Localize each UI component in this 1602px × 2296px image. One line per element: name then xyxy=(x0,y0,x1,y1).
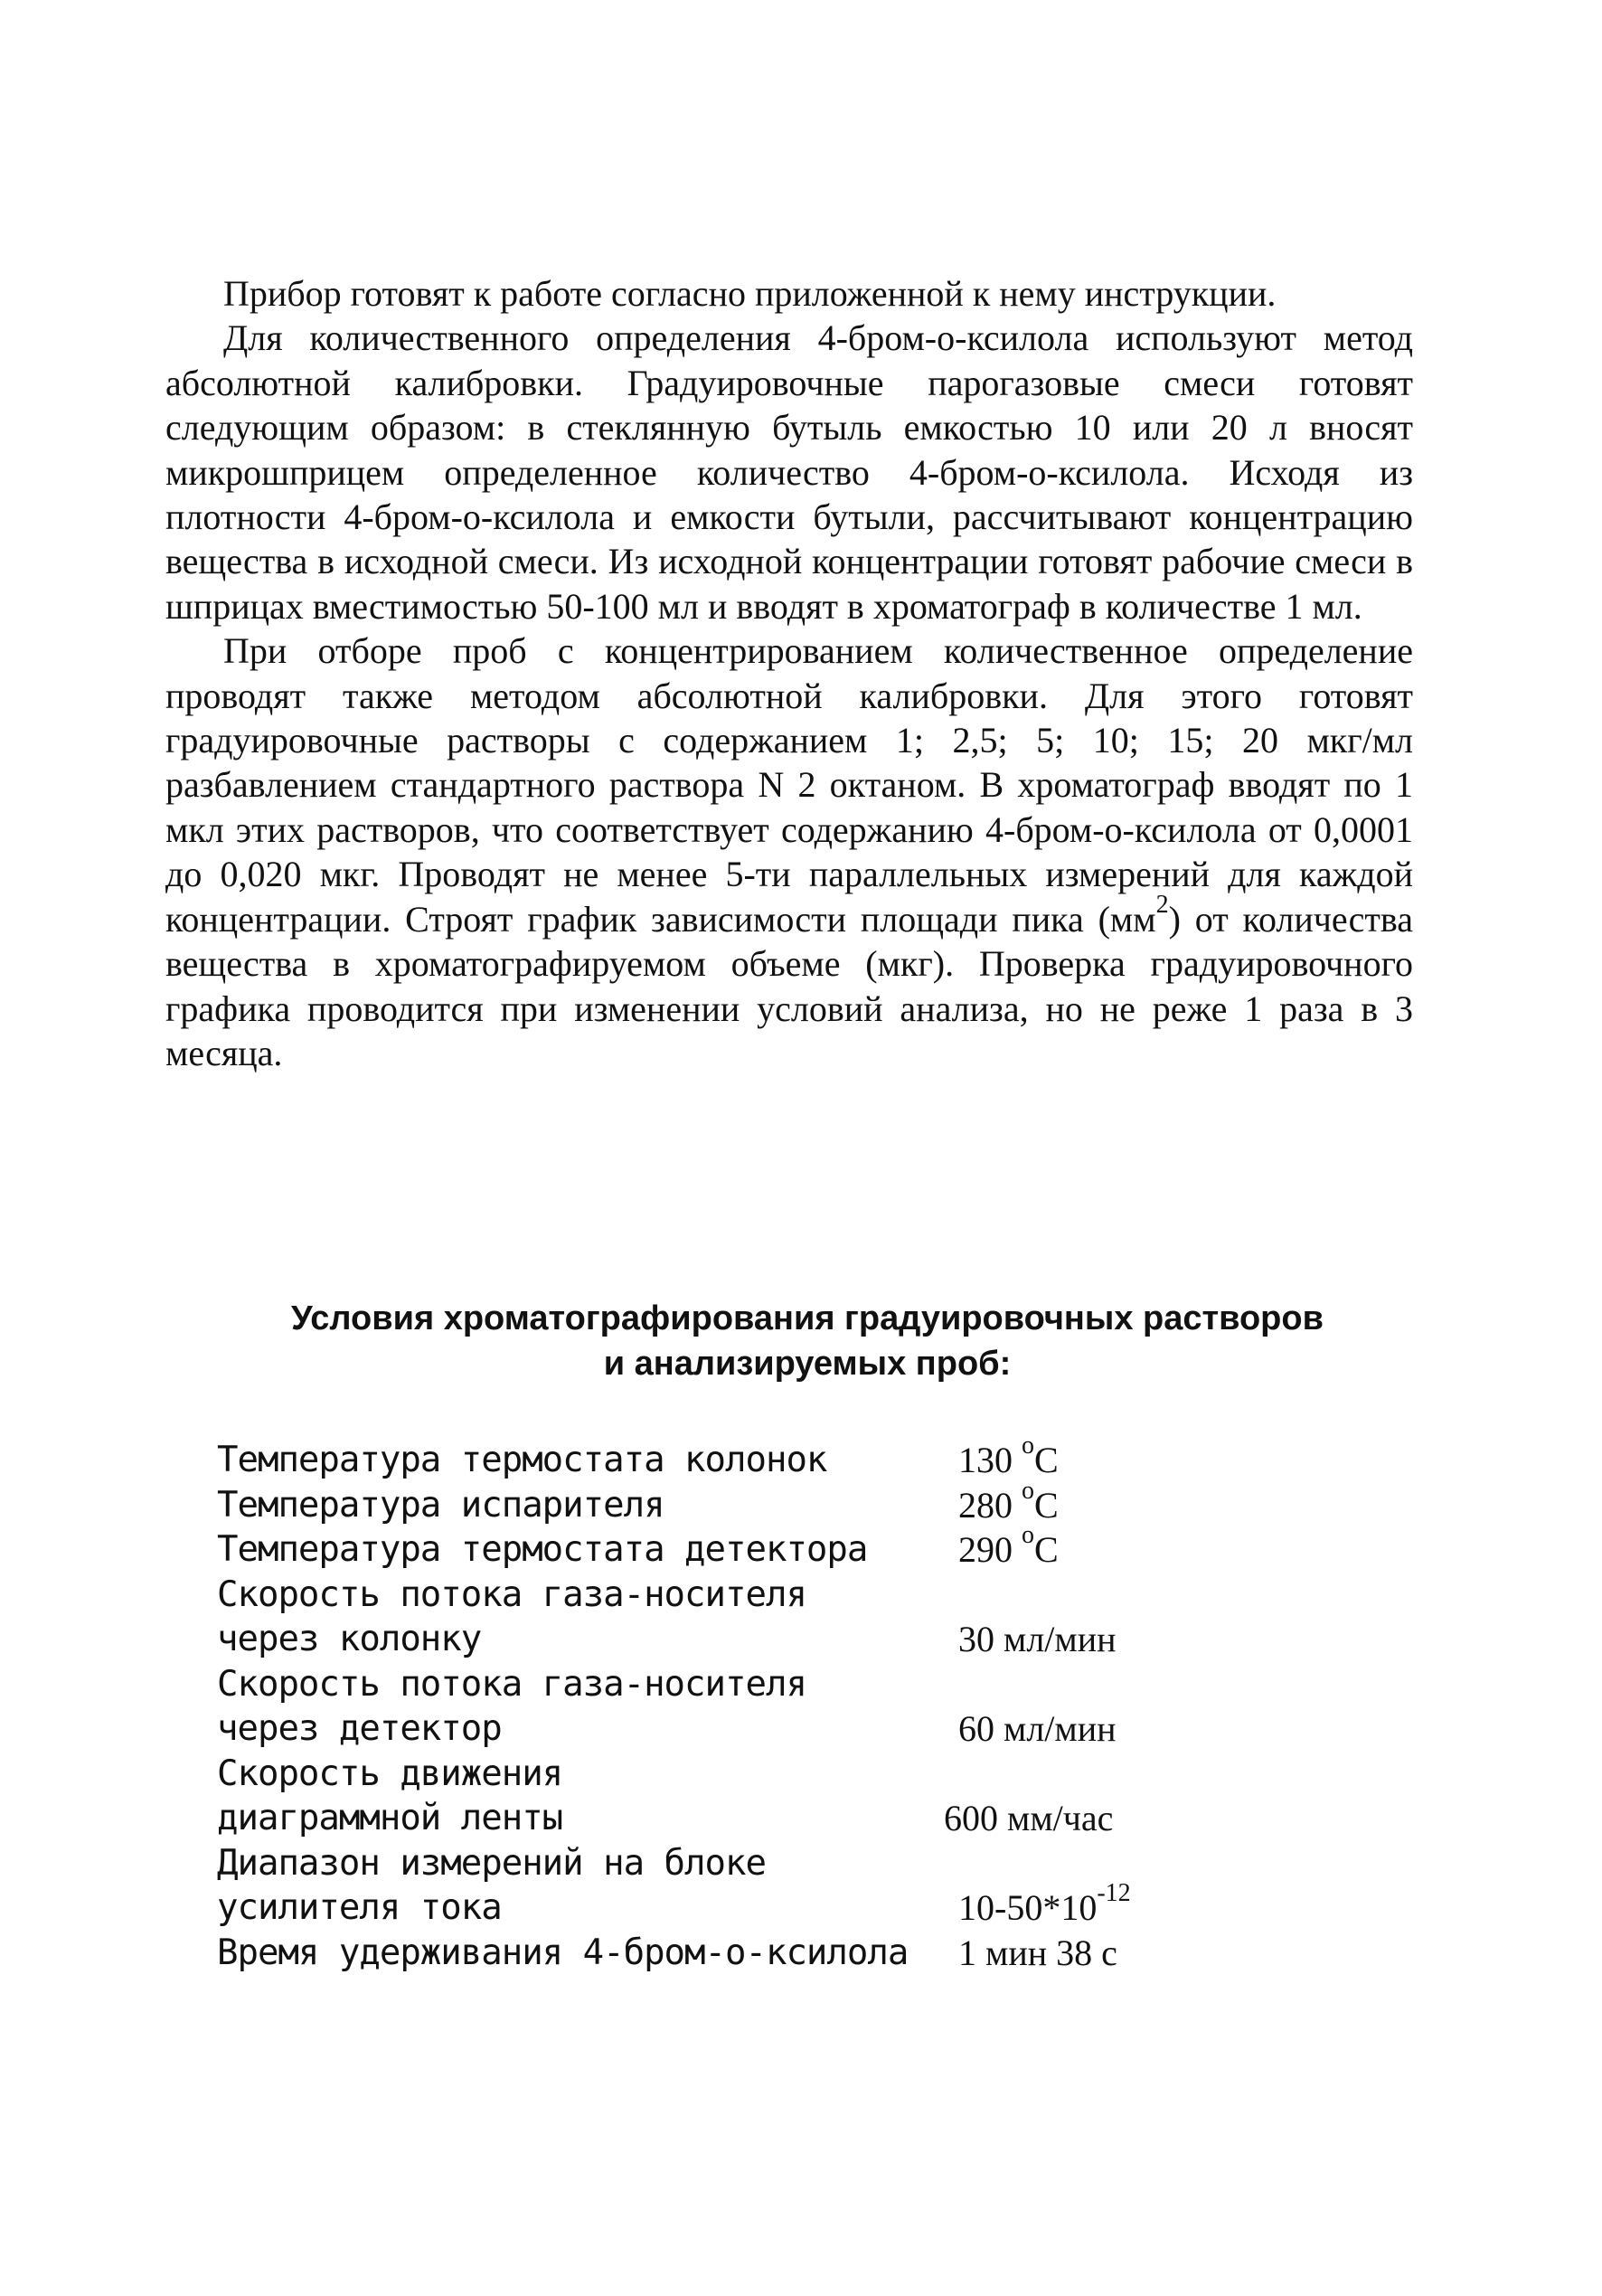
condition-value xyxy=(944,1796,1113,1841)
condition-value xyxy=(958,1617,1117,1662)
condition-row xyxy=(217,1662,1257,1752)
condition-param-line: Температура термостата колонок xyxy=(217,1440,827,1480)
condition-param xyxy=(217,1931,958,1976)
condition-param-line: диаграммной ленты xyxy=(217,1798,563,1838)
condition-param-line: Диапазон измерений на блоке xyxy=(217,1842,766,1884)
condition-param xyxy=(217,1527,958,1573)
condition-param-line: Скорость потока газа-носителя xyxy=(217,1573,806,1615)
condition-param-line: Температура термостата детектора xyxy=(217,1529,868,1570)
condition-param xyxy=(217,1752,958,1841)
condition-param-line: через детектор xyxy=(217,1708,502,1749)
condition-row xyxy=(217,1476,1257,1528)
condition-value xyxy=(958,1931,1117,1976)
condition-row xyxy=(217,1521,1257,1573)
conditions-list xyxy=(217,1431,1257,1975)
condition-param xyxy=(217,1662,958,1752)
condition-param-line: Температура испарителя xyxy=(217,1484,664,1526)
value-number: 600 мм/час xyxy=(944,1798,1114,1838)
condition-param-line: усилителя тока xyxy=(217,1887,502,1928)
section-heading xyxy=(165,1296,1449,1386)
condition-row xyxy=(217,1752,1257,1841)
condition-param-line: Скорость движения xyxy=(217,1753,563,1794)
condition-value xyxy=(958,1706,1117,1752)
condition-param-line: через колонку xyxy=(217,1619,482,1659)
value-unit: С xyxy=(1034,1440,1059,1480)
body-text xyxy=(165,271,1413,1075)
condition-param xyxy=(217,1841,958,1931)
condition-param xyxy=(217,1483,958,1528)
condition-value xyxy=(958,1879,1131,1931)
value-unit: С xyxy=(1034,1484,1059,1526)
value-number: 1 мин 38 с xyxy=(958,1932,1117,1973)
value-number: 280 xyxy=(958,1484,1013,1526)
paragraph-3-text-a: При отборе проб с концентрированием количественное определение проводят также методом абсолютной калибровки. Для этого готовят градуировочные растворы с содержанием 1; 2,5; 5; 10; 15; 20 мкг/мл разбавлением стандартного раствора N 2 октаном. В хроматограф вводят по 1 мкл этих растворов, что соответствует содержанию 4-бром-о-ксилола от 0,0001 до 0,020 мкг. Проводят не менее 5-ти параллельных измерений для каждой концентрации. Строят график зависимости площади пика (мм xyxy=(165,630,1413,940)
condition-row xyxy=(217,1573,1257,1662)
value-number: 30 мл/мин xyxy=(958,1619,1117,1659)
paragraph-2: Для количественного определения 4-бром-о-ксилола используют метод абсолютной калибровки. Градуировочные парогазовые смеси готовят следующим образом: в стеклянную бутыль емкостью 10 или 20 л вносят микрошприцем определенное количество 4-бром-о-ксилола. Исходя из плотности 4-бром-о-ксилола и емкости бутыли, рассчитывают концентрацию вещества в исходной смеси. Из исходной концентрации готовят рабочие смеси в шприцах вместимостью 50-100 мл и вводят в хроматограф в количестве 1 мл. xyxy=(165,317,1413,627)
section-heading-line-2: и анализируемых проб: xyxy=(603,1345,1012,1383)
value-number: 290 xyxy=(958,1529,1013,1570)
condition-param-line: Скорость потока газа-носителя xyxy=(217,1663,806,1705)
condition-value xyxy=(958,1521,1059,1573)
condition-param xyxy=(217,1573,958,1662)
value-superscript: -12 xyxy=(1097,1879,1131,1907)
value-number: 10-50*10 xyxy=(958,1887,1098,1928)
paragraph-3-text-b: ) от количества вещества в хроматографируемом объеме (мкг). Проверка градуировочного графика проводится при изменении условий анализа, но не реже 1 раза в 3 месяца. xyxy=(165,898,1413,1073)
condition-row xyxy=(217,1931,1257,1976)
paragraph-1: Прибор готовят к работе согласно приложенной к нему инструкции. xyxy=(223,273,1277,314)
paragraph-3-superscript: 2 xyxy=(1155,890,1169,919)
value-number: 130 xyxy=(958,1440,1013,1480)
condition-row xyxy=(217,1841,1257,1931)
condition-value xyxy=(958,1476,1059,1528)
value-superscript: о xyxy=(1022,1521,1034,1549)
paragraph-3 xyxy=(165,628,1413,1075)
condition-row xyxy=(217,1431,1257,1483)
section-heading-line-1: Условия хроматографирования градуировочных растворов xyxy=(291,1299,1324,1337)
value-superscript: о xyxy=(1022,1476,1034,1505)
condition-param xyxy=(217,1438,958,1483)
value-number: 60 мл/мин xyxy=(958,1708,1117,1749)
condition-param-line: Время удерживания 4-бром-о-ксилола xyxy=(217,1932,909,1973)
value-superscript: о xyxy=(1022,1431,1034,1460)
condition-value xyxy=(958,1431,1059,1483)
value-unit: С xyxy=(1034,1529,1059,1570)
